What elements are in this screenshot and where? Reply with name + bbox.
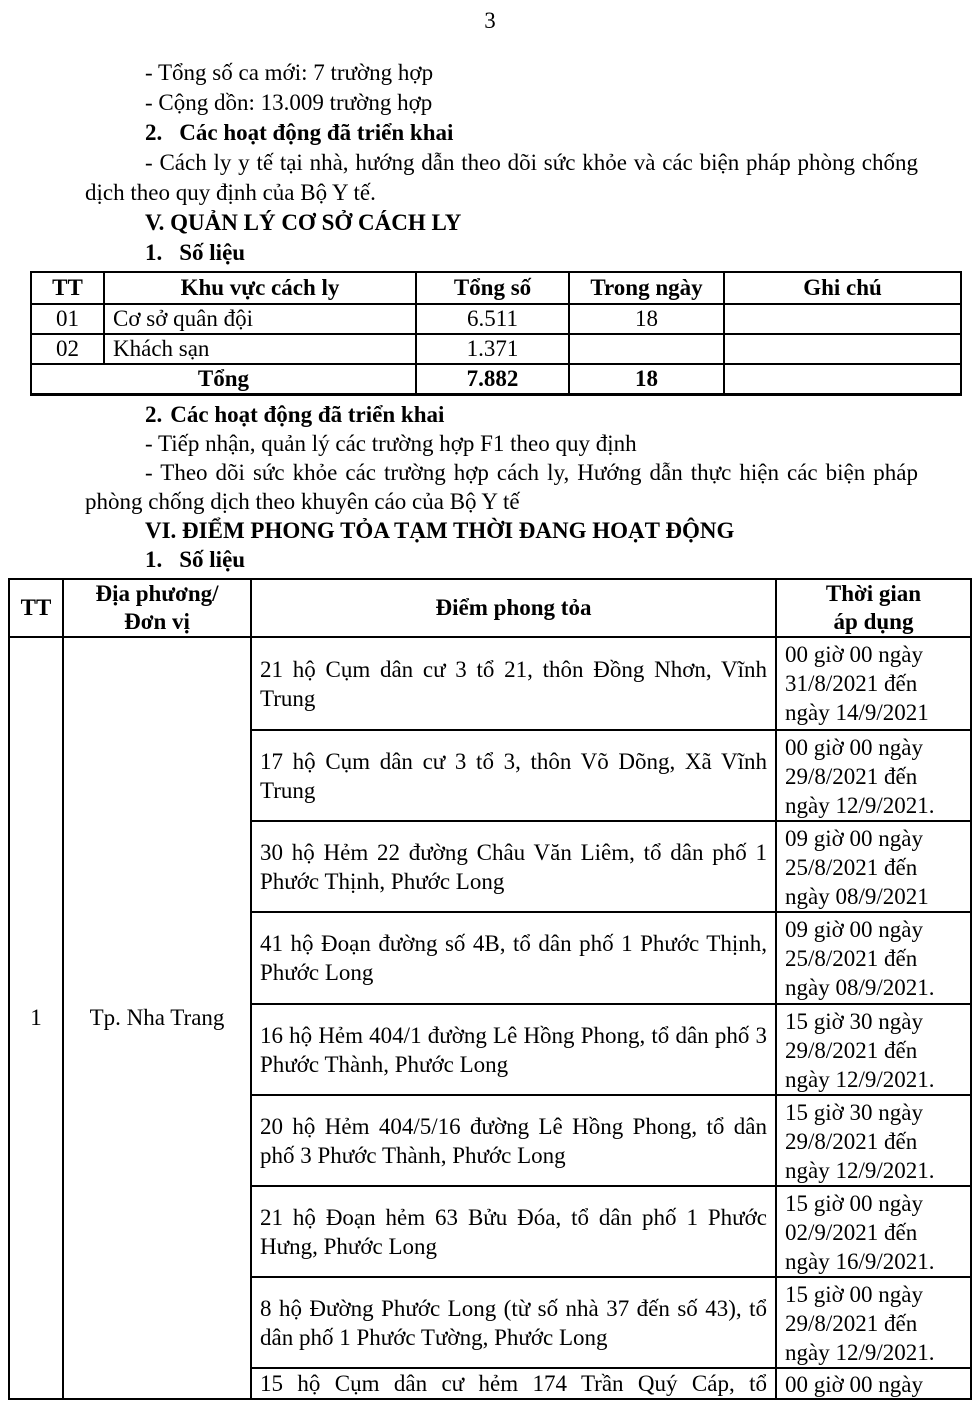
group-locality: Tp. Nha Trang: [63, 637, 251, 1399]
cell-in-day: [569, 334, 724, 364]
total-label: Tổng: [31, 364, 416, 395]
cell-point: 21 hộ Cụm dân cư 3 tổ 21, thôn Đồng Nhơn, Vĩnh Trung: [251, 637, 776, 730]
cell-area: Khách sạn: [104, 334, 416, 364]
header-note: Ghi chú: [724, 272, 961, 304]
table-row: [9, 637, 971, 730]
heading-number: 1.: [145, 240, 163, 265]
cell-note: [724, 304, 961, 334]
header-tt: TT: [9, 579, 63, 637]
header-time-line2: áp dụng: [833, 609, 914, 634]
heading-text: Số liệu: [179, 547, 246, 572]
cell-point: 8 hộ Đường Phước Long (từ số nhà 37 đến số 43), tổ dân phố 1 Phước Tường, Phước Long: [251, 1277, 776, 1368]
total-value: 7.882: [416, 364, 569, 395]
heading-number: 2.: [145, 402, 163, 427]
header-tt: TT: [31, 272, 104, 304]
cell-total: 1.371: [416, 334, 569, 364]
group-tt: 1: [9, 637, 63, 1399]
heading-text: Các hoạt động đã triển khai: [179, 120, 454, 145]
cell-time: 15 giờ 00 ngày 02/9/2021 đến ngày 16/9/2021.: [776, 1186, 971, 1277]
cell-in-day: 18: [569, 304, 724, 334]
table-header-row: [31, 272, 961, 304]
cell-total: 6.511: [416, 304, 569, 334]
cell-point: 15 hộ Cụm dân cư hẻm 174 Trần Quý Cáp, tổ: [251, 1368, 776, 1399]
section-2: [85, 400, 918, 574]
total-note: [724, 364, 961, 395]
header-time: [776, 579, 971, 637]
table-header-row: [9, 579, 971, 637]
cell-area: Cơ sở quân đội: [104, 304, 416, 334]
cell-point: 41 hộ Đoạn đường số 4B, tổ dân phố 1 Phước Thịnh, Phước Long: [251, 912, 776, 1004]
header-area: Khu vực cách ly: [104, 272, 416, 304]
section-v-heading: V. QUẢN LÝ CƠ SỞ CÁCH LY: [145, 210, 462, 235]
receive-f1-line: - Tiếp nhận, quản lý các trường hợp F1 theo quy định: [145, 431, 637, 456]
monitor-health-paragraph: - Theo dõi sức khỏe các trường hợp cách ly, Hướng dẫn thực hiện các biện pháp phòng chống dịch theo khuyên cáo của Bộ Y tế: [85, 460, 918, 514]
table-total-row: [31, 364, 961, 395]
data-heading: [85, 238, 918, 268]
quarantine-facilities-table: [30, 271, 962, 396]
header-total: Tổng số: [416, 272, 569, 304]
cell-note: [724, 334, 961, 364]
cell-tt: 01: [31, 304, 104, 334]
header-time-line1: Thời gian: [825, 581, 922, 606]
cell-time: 15 giờ 00 ngày 29/8/2021 đến ngày 12/9/2021.: [776, 1277, 971, 1368]
header-point: Điểm phong tỏa: [251, 579, 776, 637]
cell-point: 17 hộ Cụm dân cư 3 tổ 3, thôn Võ Dõng, Xã Vĩnh Trung: [251, 730, 776, 821]
header-locality-line2: Đơn vị: [124, 609, 190, 634]
heading-number: 2.: [145, 120, 163, 145]
total-in-day: 18: [569, 364, 724, 395]
cell-point: 20 hộ Hẻm 404/5/16 đường Lê Hồng Phong, tổ dân phố 3 Phước Thành, Phước Long: [251, 1095, 776, 1186]
cell-point: 30 hộ Hẻm 22 đường Châu Văn Liêm, tổ dân phố 1 Phước Thịnh, Phước Long: [251, 821, 776, 912]
cell-time: 09 giờ 00 ngày 25/8/2021 đến ngày 08/9/2021.: [776, 912, 971, 1004]
cell-point: 21 hộ Đoạn hẻm 63 Bửu Đóa, tổ dân phố 1 Phước Hưng, Phước Long: [251, 1186, 776, 1277]
section-vi-heading: VI. ĐIỂM PHONG TỎA TẠM THỜI ĐANG HOẠT ĐỘNG: [145, 518, 735, 543]
heading-text: Các hoạt động đã triển khai: [170, 402, 445, 427]
new-cases-line: - Tổng số ca mới: 7 trường hợp: [145, 60, 434, 85]
cell-time: 09 giờ 00 ngày 25/8/2021 đến ngày 08/9/2021: [776, 821, 971, 912]
cell-time: 00 giờ 00 ngày 29/8/2021 đến ngày 12/9/2021.: [776, 730, 971, 821]
cell-time: 15 giờ 30 ngày 29/8/2021 đến ngày 12/9/2021.: [776, 1095, 971, 1186]
cumulative-line: - Cộng dồn: 13.009 trường hợp: [145, 90, 433, 115]
cell-tt: 02: [31, 334, 104, 364]
table-row: [31, 304, 961, 334]
activities-heading: [85, 400, 918, 429]
heading-number: 1.: [145, 547, 163, 572]
document-page: [0, 6, 980, 1420]
activities-paragraph: - Cách ly y tế tại nhà, hướng dẫn theo dõi sức khỏe và các biện pháp phòng chống dịch theo quy định của Bộ Y tế.: [85, 150, 918, 205]
lockdown-points-table: [8, 578, 972, 1400]
data-heading: [85, 545, 918, 574]
heading-text: Số liệu: [179, 240, 246, 265]
intro-section: [85, 58, 918, 268]
cell-time: 00 giờ 00 ngày 31/8/2021 đến ngày 14/9/2021: [776, 637, 971, 730]
header-in-day: Trong ngày: [569, 272, 724, 304]
cell-point: 16 hộ Hẻm 404/1 đường Lê Hồng Phong, tổ dân phố 3 Phước Thành, Phước Long: [251, 1004, 776, 1095]
table-row: [31, 334, 961, 364]
cell-time: 15 giờ 30 ngày 29/8/2021 đến ngày 12/9/2021.: [776, 1004, 971, 1095]
page-number: 3: [484, 8, 496, 33]
header-locality-line1: Địa phương/: [95, 581, 219, 606]
cell-time: 00 giờ 00 ngày: [776, 1368, 971, 1399]
header-locality: [63, 579, 251, 637]
activities-heading: [85, 118, 918, 148]
